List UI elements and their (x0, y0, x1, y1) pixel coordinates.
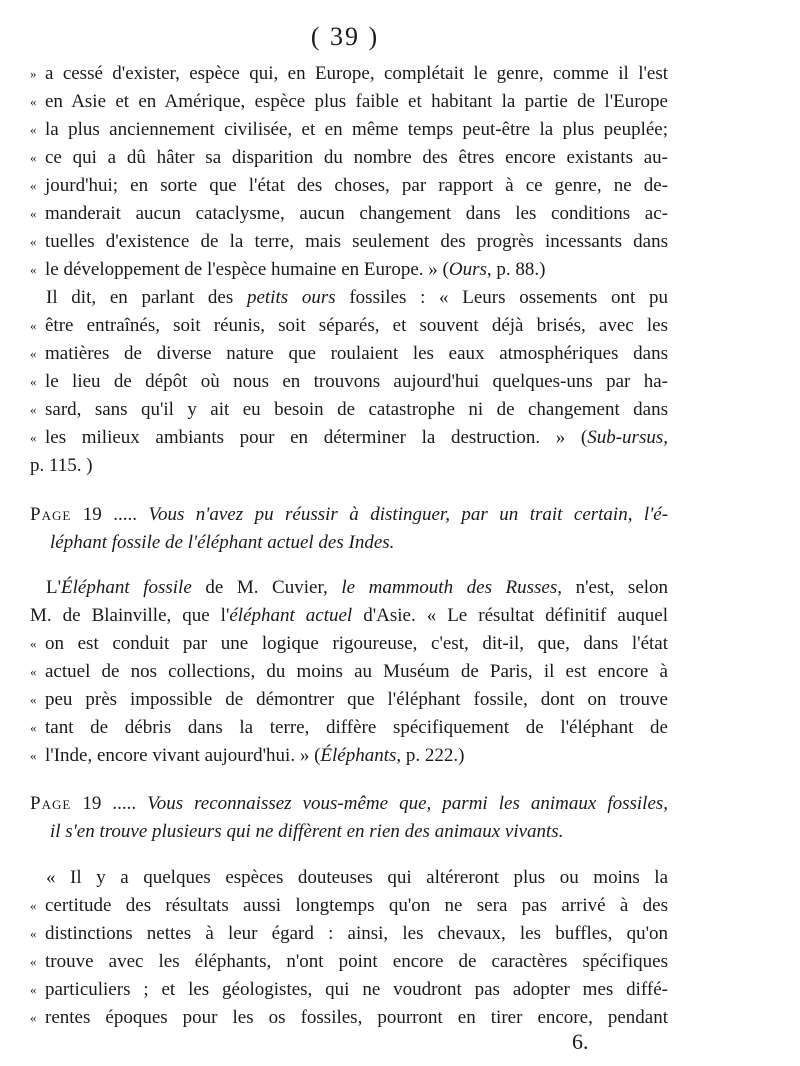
signature-mark: 6. (572, 1029, 589, 1054)
text-line: « ce qui a dû hâter sa disparition du nombre des êtres encore existants au- (30, 144, 668, 172)
quote-mark: « (30, 664, 37, 679)
text-line: p. 115. ) (30, 455, 93, 476)
text-line: « les milieux ambiants pour en déterminer la destruction. » (Sub-ursus, (30, 427, 668, 448)
text-line: « jourd'hui; en sorte que l'état des choses, par rapport à ce genre, ne de- (30, 172, 668, 200)
text-line: « être entraînés, soit réunis, soit séparés, et souvent déjà brisés, avec les (30, 312, 668, 340)
text-line: « rentes époques pour les os fossiles, pourront en tirer encore, pendant (30, 1004, 668, 1032)
quote-mark: « (30, 954, 37, 969)
quote-mark: « (30, 692, 37, 707)
text-line: Il dit, en parlant des petits ours fossiles : « Leurs ossements ont pu (46, 287, 669, 308)
quote-mark: « (30, 898, 37, 913)
section-heading-1 (30, 501, 668, 557)
text-line: M. de Blainville, que l'éléphant actuel d'Asie. « Le résultat définitif auquel (30, 605, 668, 626)
text-line: « on est conduit par une logique rigoureuse, c'est, dit-il, que, dans l'état (30, 630, 668, 658)
text-line: « matières de diverse nature que roulaient les eaux atmosphériques dans (30, 340, 668, 368)
text-line: « particuliers ; et les géologistes, qui ne voudront pas adopter mes diffé- (30, 976, 668, 1004)
quote-mark: « (30, 234, 37, 249)
text-line: « Il y a quelques espèces douteuses qui altéreront plus ou moins la (46, 867, 668, 888)
section-heading-2 (30, 790, 668, 846)
quote-mark: « (30, 1010, 37, 1025)
text-line: « tuelles d'existence de la terre, mais seulement des progrès incessants dans (30, 228, 668, 256)
quote-mark: « (30, 720, 37, 735)
text-line: Page 19 ..... Vous reconnaissez vous-même que, parmi les animaux fossiles, (30, 793, 669, 814)
text-line: « le lieu de dépôt où nous en trouvons aujourd'hui quelques-uns par ha- (30, 368, 668, 396)
text-line: « peu près impossible de démontrer que l'éléphant fossile, dont on trouve (30, 686, 668, 714)
text-line: « la plus anciennement civilisée, et en même temps peut-être la plus peuplée; (30, 116, 668, 144)
text-line: il s'en trouve plusieurs qui ne diffèrent en rien des animaux vivants. (50, 821, 564, 842)
paragraph-elephant (30, 574, 668, 770)
quote-mark: « (30, 636, 37, 651)
text-line: « l'Inde, encore vivant aujourd'hui. » (Éléphants, p. 222.) (30, 745, 465, 766)
paragraph-ours-quote (30, 60, 668, 284)
quote-mark: « (30, 150, 37, 165)
paragraph-petits-ours (30, 284, 668, 480)
quote-mark: « (30, 122, 37, 137)
quote-mark: « (30, 178, 37, 193)
text-line: « trouve avec les éléphants, n'ont point encore de caractères spécifiques (30, 948, 668, 976)
text-line: » a cessé d'exister, espèce qui, en Europe, complétait le genre, comme il l'est (30, 60, 668, 88)
text-line: « distinctions nettes à leur égard : ainsi, les chevaux, les buffles, qu'on (30, 920, 668, 948)
text-line: « actuel de nos collections, du moins au Muséum de Paris, il est encore à (30, 658, 668, 686)
quote-mark: « (30, 374, 37, 389)
quote-mark: « (30, 346, 37, 361)
text-line: « sard, sans qu'il y ait eu besoin de catastrophe ni de changement dans (30, 396, 668, 424)
quote-mark: « (30, 318, 37, 333)
paragraph-especes-douteuses (30, 864, 668, 1032)
text-line: « le développement de l'espèce humaine en Europe. » (Ours, p. 88.) (30, 259, 546, 280)
quote-mark: « (30, 206, 37, 221)
text-line: L'Éléphant fossile de M. Cuvier, le mammouth des Russes, n'est, selon (46, 577, 669, 598)
quote-mark: « (30, 94, 37, 109)
quote-mark: « (30, 926, 37, 941)
page-number: ( 39 ) (310, 22, 380, 51)
text-line: léphant fossile de l'éléphant actuel des Indes. (50, 532, 395, 553)
quote-mark: « (30, 402, 37, 417)
quote-mark: « (30, 982, 37, 997)
text-line: « certitude des résultats aussi longtemps qu'on ne sera pas arrivé à des (30, 892, 668, 920)
quote-mark: » (30, 66, 37, 81)
text-line: « manderait aucun cataclysme, aucun changement dans les conditions ac- (30, 200, 668, 228)
text-line: « en Asie et en Amérique, espèce plus faible et habitant la partie de l'Europe (30, 88, 668, 116)
text-line: « tant de débris dans la terre, diffère spécifiquement de l'éléphant de (30, 714, 668, 742)
text-line: Page 19 ..... Vous n'avez pu réussir à distinguer, par un trait certain, l'é- (30, 504, 669, 525)
